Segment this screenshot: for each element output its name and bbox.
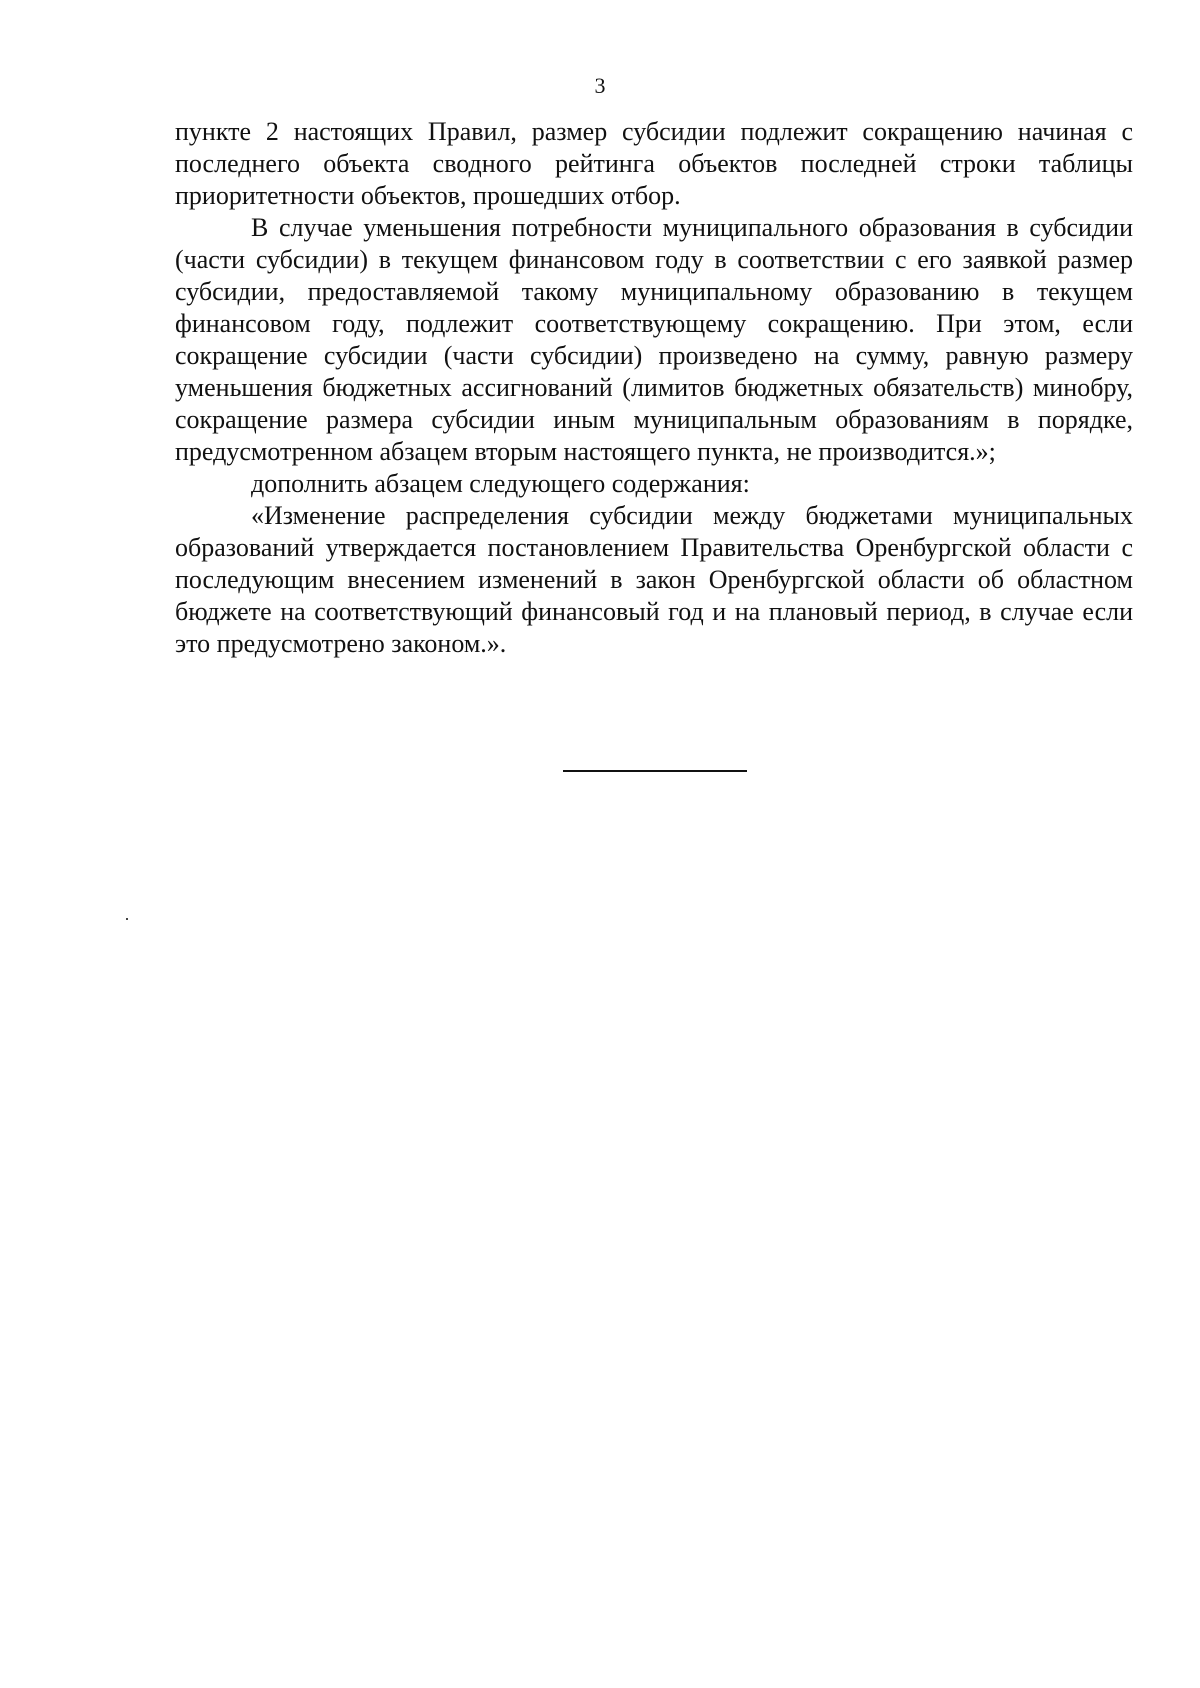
paragraph-continuation: пункте 2 настоящих Правил, размер субсидии подлежит сокращению начиная с последнего объекта сводного рейтинга объектов последней строки таблицы приоритетности объектов, прошедших отбор. bbox=[175, 117, 1133, 210]
paragraph-amendment-intro: дополнить абзацем следующего содержания: bbox=[251, 469, 750, 498]
paragraph-subsidy-reduction: В случае уменьшения потребности муниципального образования в субсидии (части субсидии) в текущем финансовом году в соответствии с его заявкой размер субсидии, предоставляемой такому муниципальному образованию в текущем финансовом году, подлежит соответствующему сокращению. При этом, если сокращение субсидии (части субсидии) произведено на сумму, равную размеру уменьшения бюджетных ассигнований (лимитов бюджетных обязательств) минобру, сокращение размера субсидии иным муниципальным образованиям в порядке, предусмотренном абзацем вторым настоящего пункта, не производится.»; bbox=[175, 213, 1133, 466]
scan-speck bbox=[126, 918, 128, 920]
end-separator-line bbox=[563, 770, 747, 772]
page-number: 3 bbox=[594, 73, 606, 98]
paragraph-quoted-amendment: «Изменение распределения субсидии между бюджетами муниципальных образований утверждается постановлением Правительства Оренбургской области с последующим внесением изменений в закон Оренбургской области об областном бюджете на соответствующий финансовый год и на плановый период, в случае если это предусмотрено законом.». bbox=[175, 501, 1133, 658]
document-body bbox=[175, 116, 1133, 660]
